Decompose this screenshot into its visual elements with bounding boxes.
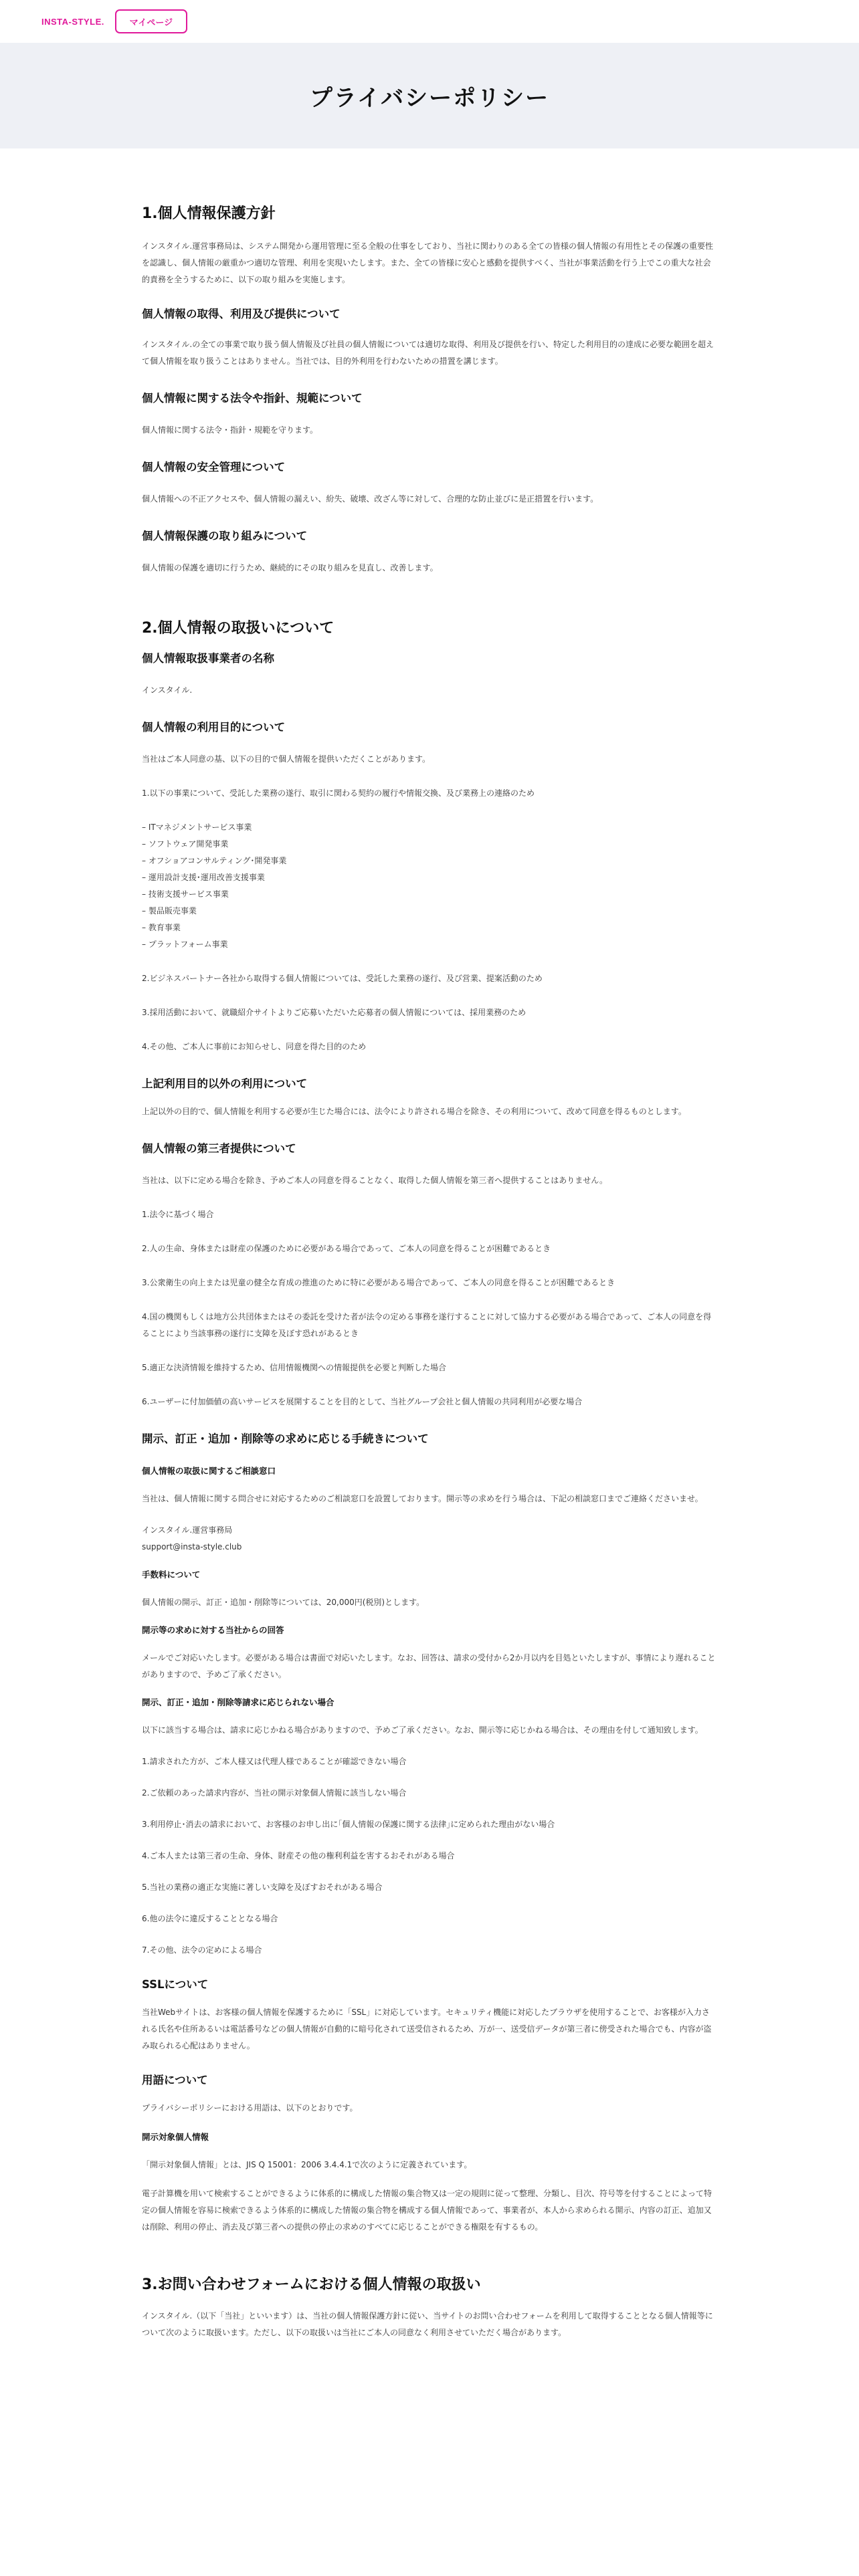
section-1-title: 1.個人情報保護方針	[142, 205, 276, 222]
heading-terms: 用語について	[142, 2074, 208, 2086]
heading-disclosure: 開示、訂正・追加・削除等の求めに応じる手続きについて	[142, 1432, 429, 1445]
text-effort: 個人情報の保護を適切に行うため、継続的にその取り組みを見直し、改善します。	[142, 563, 438, 572]
text-target-definition: 「開示対象個人情報」とは、JIS Q 15001：2006 3.4.4.1で次のように定義されています。	[142, 2160, 472, 2169]
heading-effort: 個人情報保護の取り組みについて	[142, 530, 308, 542]
purpose-item-1: 1.以下の事業について、受託した業務の遂行、取引に関わる契約の履行や情報交換、及び業務上の連絡のため	[142, 788, 535, 798]
text-law: 個人情報に関する法令・指針・規範を守ります。	[142, 425, 318, 435]
refuse-item-4: 4.ご本人または第三者の生命、身体、財産その他の権利利益を害するおそれがある場合	[142, 1851, 455, 1860]
refuse-item-3: 3.利用停止･消去の請求において、お客様のお申し出に｢個人情報の保護に関する法律｣に定められた理由がない場合	[142, 1820, 555, 1829]
text-acquire: インスタイル.の全ての事業で取り扱う個人情報及び社員の個人情報については適切な取得、利用及び提供を行い、特定した利用目的の達成に必要な範囲を超えて個人情報を取り扱うことはありません。当社では、目的外利用を行わないための措置を講じます。	[142, 340, 714, 366]
list-item: – オフショアコンサルティング･開発事業	[142, 856, 287, 865]
text-target-detail: 電子計算機を用いて検索することができるように体系的に構成した情報の集合物又は一定の規則に従って整理、分類し、目次、符号等を付することによって特定の個人情報を容易に検索できるよう体系的に構成した情報の集合物を構成する個人情報であって、事業者が、本人から求められる開示、内容の訂正、追加又は削除、利用の停止、消去及び第三者への提供の停止の求めのすべてに応じることができる権限を有するもの。	[142, 2189, 712, 2232]
text-ssl: 当社Webサイトは、お客様の個人情報を保護するために「SSL」に対応しています。セキュリティ機能に対応したブラウザを使用することで、お客様が入力される氏名や住所あるいは電話番号などの個人情報が自動的に暗号化されて送受信されるため、万が一、送受信データが第三者に傍受された場合でも、内容が盗み取られる心配はありません。	[142, 2008, 712, 2050]
heading-safety: 個人情報の安全管理について	[142, 461, 286, 473]
text-purpose: 当社はご本人同意の基、以下の目的で個人情報を提供いただくことがあります。	[142, 754, 431, 764]
text-answer: メールでご対応いたします。必要がある場合は書面で対応いたします。なお、回答は、請求の受付から2か月以内を目処といたしますが、事情により遅れることがありますので、予めご了承ください。	[142, 1653, 716, 1679]
text-other-use: 上記以外の目的で、個人情報を利用する必要が生じた場合には、法令により許される場合を除き、その利用について、改めて同意を得るものとします。	[142, 1107, 686, 1116]
heading-fee: 手数料について	[142, 1570, 201, 1580]
heading-acquire: 個人情報の取得、利用及び提供について	[142, 308, 341, 320]
section-3-intro: インスタイル.（以下「当社」といいます）は、当社の個人情報保護方針に従い、当サイトのお問い合わせフォームを利用して取得することとなる個人情報等について次のように取扱います。ただし、以下の取扱いは当社にご本人の同意なく利用させていただく場合があります。	[142, 2311, 713, 2337]
heading-target-info: 開示対象個人情報	[142, 2132, 209, 2142]
purpose-item-2: 2.ビジネスパートナー各社から取得する個人情報については、受託した業務の遂行、及び営業、提案活動のため	[142, 974, 543, 983]
list-item: – ソフトウェア開発事業	[142, 839, 229, 849]
page-hero	[0, 43, 859, 148]
refuse-item-7: 7.その他、法令の定めによる場合	[142, 1945, 262, 1955]
heading-other-use: 上記利用目的以外の利用について	[142, 1077, 308, 1090]
heading-business: 個人情報取扱事業者の名称	[142, 652, 274, 665]
heading-law: 個人情報に関する法令や指針、規範について	[142, 392, 363, 405]
list-item: – 製品販売事業	[142, 906, 197, 916]
list-item: – プラットフォーム事業	[142, 940, 228, 949]
heading-refuse: 開示、訂正・追加・削除等請求に応じられない場合	[142, 1697, 335, 1707]
service-list	[142, 819, 717, 953]
list-item: – 技術支援サービス事業	[142, 889, 229, 899]
list-item: – ITマネジメントサービス事業	[142, 823, 252, 832]
text-business: インスタイル.	[142, 685, 193, 695]
section-3-title: 3.お問い合わせフォームにおける個人情報の取扱い	[142, 2276, 481, 2293]
section-2-title: 2.個人情報の取扱いについて	[142, 620, 335, 637]
heading-purpose: 個人情報の利用目的について	[142, 721, 286, 734]
list-item: – 教育事業	[142, 923, 181, 932]
third-party-item-3: 3.公衆衛生の向上または児童の健全な育成の推進のために特に必要がある場合であって、ご本人の同意を得ることが困難であるとき	[142, 1278, 615, 1287]
refuse-item-2: 2.ご依頼のあった請求内容が、当社の開示対象個人情報に該当しない場合	[142, 1788, 407, 1798]
top-bar	[0, 0, 859, 43]
text-fee: 個人情報の開示、訂正・追加・削除等については、20,000円(税別)とします。	[142, 1598, 425, 1607]
text-safety: 個人情報への不正アクセスや、個人情報の漏えい、紛失、破壊、改ざん等に対して、合理的な防止並びに是正措置を行います。	[142, 494, 599, 504]
refuse-item-6: 6.他の法令に違反することとなる場合	[142, 1914, 278, 1923]
policy-content	[142, 148, 717, 2341]
page-title: プライバシーポリシー	[309, 84, 550, 112]
third-party-item-1: 1.法令に基づく場合	[142, 1210, 214, 1219]
heading-contact: 個人情報の取扱に関するご相談窓口	[142, 1466, 276, 1476]
refuse-item-1: 1.請求された方が、ご本人様又は代理人様であることが確認できない場合	[142, 1757, 407, 1766]
heading-ssl: SSLについて	[142, 1978, 209, 1991]
purpose-item-4: 4.その他、ご本人に事前にお知らせし、同意を得た目的のため	[142, 1042, 367, 1051]
heading-answer: 開示等の求めに対する当社からの回答	[142, 1625, 284, 1635]
third-party-item-2: 2.人の生命、身体または財産の保護のために必要がある場合であって、ご本人の同意を得ることが困難であるとき	[142, 1244, 551, 1253]
purpose-item-3: 3.採用活動において、就職紹介サイトよりご応募いただいた応募者の個人情報については、採用業務のため	[142, 1008, 527, 1017]
text-refuse: 以下に該当する場合は、請求に応じかねる場合がありますので、予めご了承ください。なお、開示等に応じかねる場合は、その理由を付して通知致します。	[142, 1725, 703, 1735]
third-party-item-5: 5.適正な決済情報を維持するため、信用情報機関への情報提供を必要と判断した場合	[142, 1363, 446, 1372]
text-third-party: 当社は、以下に定める場合を除き、予めご本人の同意を得ることなく、取得した個人情報を第三者へ提供することはありません。	[142, 1176, 608, 1185]
text-contact: 当社は、個人情報に関する問合せに対応するためのご相談窓口を設置しております。開示等の求めを行う場合は、下記の相談窓口までご連絡くださいませ。	[142, 1494, 703, 1503]
third-party-item-6: 6.ユーザーに付加価値の高いサービスを展開することを目的として、当社グループ会社と個人情報の共同利用が必要な場合	[142, 1397, 583, 1406]
text-terms: プライバシーポリシーにおける用語は、以下のとおりです。	[142, 2103, 358, 2113]
list-item: – 運用設計支援･運用改善支援事業	[142, 873, 265, 882]
refuse-item-5: 5.当社の業務の適正な実施に著しい支障を及ぼすおそれがある場合	[142, 1883, 383, 1892]
section-1-intro: インスタイル.運営事務局は、システム開発から運用管理に至る全般の仕事をしており、当社に関わりのある全ての皆様の個人情報の有用性とその保護の重要性を認識し、個人情報の厳重かつ適切な管理、利用を実現いたします。また、全ての皆様に安心と感動を提供すべく、当社が事業活動を行う上でこの重大な社会的責務を全うするために、以下の取り組みを実施します。	[142, 241, 714, 284]
heading-third-party: 個人情報の第三者提供について	[142, 1142, 296, 1155]
mypage-button[interactable]: マイページ	[115, 9, 187, 33]
contact-name: インスタイル.運営事務局	[142, 1525, 233, 1535]
third-party-item-4: 4.国の機関もしくは地方公共団体またはその委託を受けた者が法令の定める事務を遂行することに対して協力する必要がある場合であって、ご本人の同意を得ることにより当該事務の遂行に支障を及ぼす恐れがあるとき	[142, 1312, 712, 1338]
contact-email[interactable]: support@insta-style.club	[142, 1542, 242, 1551]
site-logo[interactable]: INSTA-STYLE.	[41, 16, 104, 27]
